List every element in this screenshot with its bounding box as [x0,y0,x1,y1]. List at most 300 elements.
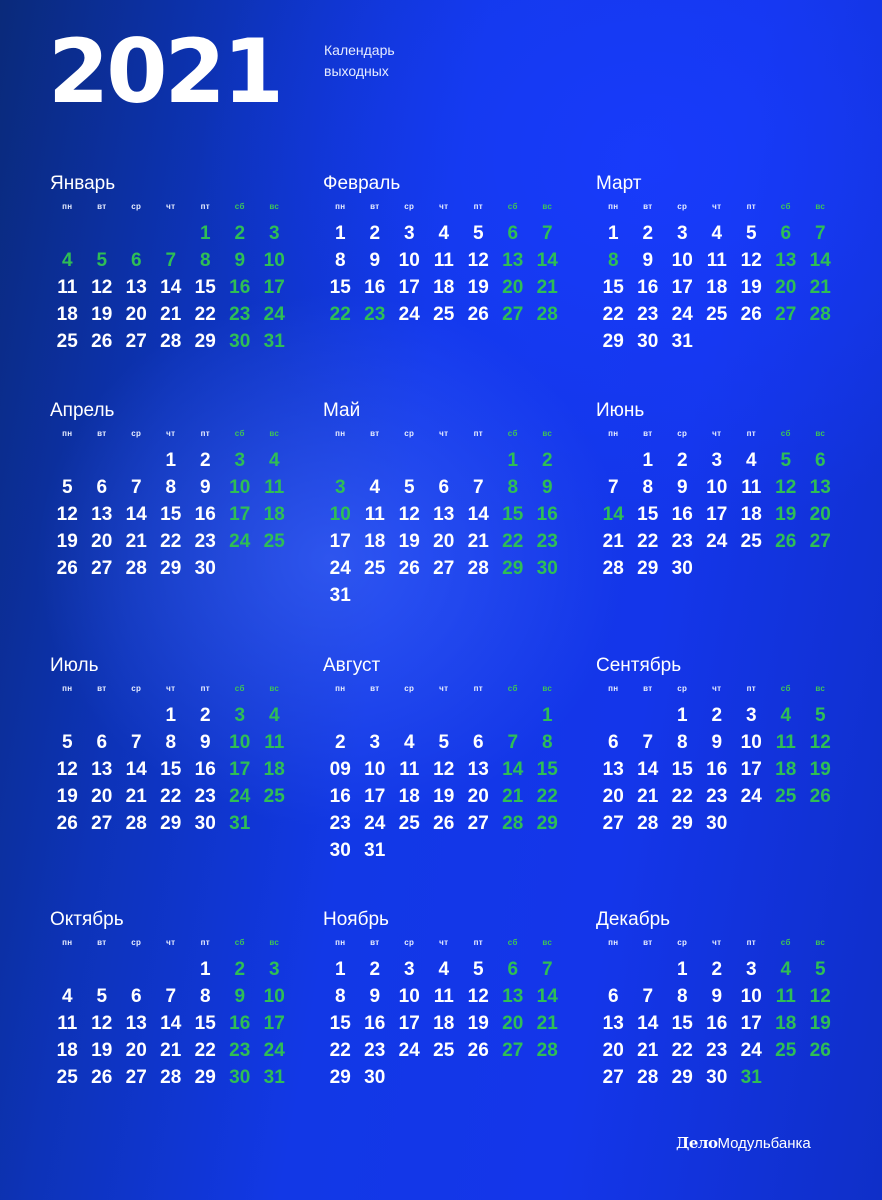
day-cell: 11 [399,759,420,780]
day-cell: 2 [642,223,654,244]
day-cell: 29 [194,1067,216,1088]
week-row [596,447,846,474]
day-cell: 25 [706,304,728,325]
weekday-label: сб [780,938,791,947]
day-cell-weekend: 13 [502,250,524,271]
day-cell-weekend: 17 [229,504,251,525]
day-cell: 30 [194,558,216,579]
day-cell-weekend: 9 [541,477,553,498]
day-cell: 20 [602,1040,624,1061]
weekday-label: ср [404,684,415,693]
day-cell: 10 [398,250,420,271]
day-cell-weekend: 4 [268,450,280,471]
weekday-label: пн [335,684,346,693]
day-cell: 8 [165,732,177,753]
weekday-label: пн [335,429,346,438]
day-cell: 8 [676,732,688,753]
day-cell: 30 [671,558,693,579]
weekday-label: вт [370,202,380,211]
weekday-label: вс [815,202,826,211]
day-cell: 22 [671,1040,693,1061]
day-cell: 9 [676,477,688,498]
subtitle [324,40,395,82]
day-cell: 8 [334,986,346,1007]
day-cell: 19 [91,304,113,325]
day-cell: 22 [194,1040,216,1061]
day-cell-weekend: 28 [536,304,558,325]
day-cell: 1 [165,450,177,471]
day-cell-weekend: 25 [775,1040,797,1061]
brand-footer [676,1134,811,1152]
week-row [596,1037,846,1064]
day-cell [427,702,462,729]
day-cell: 15 [194,1013,216,1034]
day-cell: 17 [398,277,420,298]
day-cell-weekend: 28 [536,1040,558,1061]
weekday-label: пт [200,429,210,438]
day-cell [85,702,120,729]
week-row [596,1064,846,1091]
weekday-label: сб [507,202,518,211]
day-cell: 28 [160,1067,182,1088]
day-cell: 9 [369,986,381,1007]
day-cell-weekend: 20 [809,504,831,525]
weekday-label: пт [473,202,483,211]
day-cell: 7 [472,477,484,498]
day-cell: 4 [438,959,450,980]
month-block [50,172,300,355]
day-cell [769,1064,804,1091]
day-cell-weekend: 14 [809,250,831,271]
weekday-label: вс [269,202,280,211]
month-name: Сентябрь [596,655,682,676]
weekday-label: сб [780,684,791,693]
day-cell [85,956,120,983]
weekday-label: ср [131,938,142,947]
day-cell: 13 [602,759,624,780]
day-cell: 09 [329,759,351,780]
day-cell: 26 [740,304,762,325]
day-cell [596,702,631,729]
weekday-label: вс [815,684,826,693]
day-cell: 25 [56,331,78,352]
day-cell-weekend: 13 [775,250,797,271]
day-cell [596,956,631,983]
weekday-label: ср [404,202,415,211]
day-cell: 10 [364,759,386,780]
day-cell [496,837,531,864]
week-row [323,555,573,582]
day-cell: 30 [706,813,728,834]
day-cell: 8 [165,477,177,498]
day-cell: 25 [740,531,762,552]
month-block [596,908,846,1091]
day-cell: 3 [745,959,757,980]
day-cell-weekend: 22 [536,786,558,807]
week-row [50,528,300,555]
week-row [50,447,300,474]
day-cell: 7 [130,732,142,753]
day-cell: 16 [364,1013,386,1034]
day-cell: 7 [607,477,619,498]
weekday-label: пн [62,429,73,438]
weekday-label: сб [234,202,245,211]
day-cell-weekend: 7 [165,250,177,271]
day-cell-weekend: 24 [229,531,251,552]
day-cell-weekend: 11 [264,732,285,753]
day-cell: 18 [706,277,728,298]
day-cell: 3 [676,223,688,244]
week-row [323,274,573,301]
day-cell: 12 [433,759,455,780]
day-cell: 19 [56,531,78,552]
day-cell [461,447,496,474]
week-row [596,555,846,582]
day-cell [496,1064,531,1091]
day-cell-weekend: 17 [263,1013,285,1034]
day-cell [119,447,154,474]
day-cell-weekend: 12 [809,732,831,753]
week-row [50,474,300,501]
day-cell [803,1064,838,1091]
day-cell: 20 [125,1040,147,1061]
day-cell: 18 [56,1040,78,1061]
day-cell: 12 [398,504,420,525]
day-cell [803,810,838,837]
day-cell-weekend: 24 [263,1040,285,1061]
weekday-header [323,682,573,696]
week-row [323,837,573,864]
week-row [50,702,300,729]
day-cell: 13 [91,504,113,525]
day-cell: 16 [637,277,659,298]
day-cell: 28 [125,813,147,834]
week-row [323,447,573,474]
day-cell: 29 [637,558,659,579]
week-row [323,729,573,756]
weekday-label: чт [712,684,722,693]
day-cell-weekend: 20 [502,1013,524,1034]
day-cell: 23 [637,304,659,325]
day-cell: 1 [165,705,177,726]
day-cell: 26 [91,1067,113,1088]
day-cell [596,447,631,474]
day-cell: 6 [607,732,619,753]
week-row [50,810,300,837]
day-cell: 20 [125,304,147,325]
day-cell: 15 [160,759,182,780]
day-cell: 15 [329,277,351,298]
day-cell: 11 [57,277,78,298]
day-cell: 3 [711,450,723,471]
day-cell-weekend: 26 [775,531,797,552]
day-cell: 9 [642,250,654,271]
day-cell-weekend: 16 [536,504,558,525]
day-cell: 6 [438,477,450,498]
day-cell: 22 [671,786,693,807]
day-cell: 19 [398,531,420,552]
day-cell-weekend: 22 [502,531,524,552]
day-cell [530,582,565,609]
day-cell-weekend: 18 [775,1013,797,1034]
day-cell [769,555,804,582]
day-cell-weekend: 9 [234,250,246,271]
day-cell [154,956,189,983]
day-cell: 11 [57,1013,78,1034]
day-cell: 5 [61,477,73,498]
day-cell: 24 [398,304,420,325]
day-cell: 27 [433,558,455,579]
day-cell: 3 [403,223,415,244]
day-cell [734,555,769,582]
week-row [323,1037,573,1064]
day-cell [461,702,496,729]
day-cell-weekend: 7 [541,223,553,244]
week-row [596,474,846,501]
weekday-header [596,200,846,214]
day-cell: 27 [602,813,624,834]
month-name: Февраль [323,173,401,194]
day-cell: 4 [711,223,723,244]
day-cell [803,328,838,355]
weekday-label: пт [746,938,756,947]
day-cell [496,582,531,609]
day-cell: 20 [91,531,113,552]
week-row [323,983,573,1010]
day-cell: 21 [637,1040,659,1061]
day-cell-weekend: 4 [780,959,792,980]
day-cell: 22 [160,531,182,552]
week-row [596,783,846,810]
month-block [50,654,300,837]
month-name: Октябрь [50,909,124,930]
weekday-label: сб [507,938,518,947]
day-cell: 1 [334,959,346,980]
day-cell: 21 [125,786,147,807]
weekday-label: ср [677,202,688,211]
week-row [323,247,573,274]
day-cell-weekend: 27 [502,304,524,325]
day-cell: 15 [329,1013,351,1034]
day-cell: 21 [467,531,489,552]
day-cell [392,702,427,729]
day-cell: 12 [467,250,489,271]
week-row [50,1010,300,1037]
day-cell [85,220,120,247]
weekday-label: ср [404,429,415,438]
day-cell-weekend: 19 [809,1013,831,1034]
day-cell-weekend: 6 [814,450,826,471]
week-row [50,247,300,274]
day-cell: 6 [96,732,108,753]
weekday-label: вт [370,684,380,693]
day-cell: 15 [671,1013,693,1034]
day-cell [496,702,531,729]
day-cell: 30 [364,1067,386,1088]
day-cell: 5 [403,477,415,498]
day-cell: 23 [364,1040,386,1061]
day-cell: 13 [467,759,489,780]
day-cell: 13 [125,277,147,298]
day-cell: 25 [364,558,386,579]
day-cell-weekend: 5 [96,250,108,271]
day-cell: 22 [637,531,659,552]
week-row [50,220,300,247]
day-cell: 8 [642,477,654,498]
day-cell [85,447,120,474]
day-cell-weekend: 31 [263,331,285,352]
day-cell [530,1064,565,1091]
day-cell: 29 [602,331,624,352]
week-row [50,1037,300,1064]
weekday-label: вт [643,684,653,693]
weekday-header [596,936,846,950]
day-cell-weekend: 27 [502,1040,524,1061]
month-name: Июнь [596,400,645,421]
week-row [50,274,300,301]
day-cell: 5 [96,986,108,1007]
day-cell [50,702,85,729]
day-cell: 22 [194,304,216,325]
day-cell: 29 [194,331,216,352]
day-cell-weekend: 5 [780,450,792,471]
day-cell [631,702,666,729]
day-cell: 17 [329,531,351,552]
day-cell-weekend: 3 [334,477,346,498]
day-cell-weekend: 10 [229,477,251,498]
weekday-label: чт [439,202,449,211]
day-cell-weekend: 4 [268,705,280,726]
day-cell: 1 [199,959,211,980]
day-cell: 5 [472,223,484,244]
day-cell: 11 [433,986,454,1007]
weekday-label: пт [746,429,756,438]
day-cell [358,582,393,609]
day-cell: 2 [369,223,381,244]
weekday-label: вс [542,429,553,438]
day-cell: 14 [467,504,489,525]
weekday-label: ср [404,938,415,947]
day-cell-weekend: 1 [199,223,211,244]
day-cell-weekend: 5 [814,959,826,980]
week-row [50,729,300,756]
day-cell [392,582,427,609]
day-cell-weekend: 8 [507,477,519,498]
weekday-label: пн [608,684,619,693]
day-cell-weekend: 14 [602,504,624,525]
day-cell-weekend: 27 [775,304,797,325]
day-cell: 16 [671,504,693,525]
day-cell-weekend: 13 [809,477,831,498]
day-cell-weekend: 7 [814,223,826,244]
day-cell: 28 [467,558,489,579]
day-cell: 31 [329,585,351,606]
day-cell-weekend: 4 [780,705,792,726]
day-cell: 31 [671,331,693,352]
week-row [596,220,846,247]
weekday-header [50,200,300,214]
day-cell [392,447,427,474]
day-cell: 1 [334,223,346,244]
day-cell: 3 [745,705,757,726]
day-cell-weekend: 19 [775,504,797,525]
day-cell: 22 [602,304,624,325]
weekday-label: чт [712,429,722,438]
day-cell: 28 [160,331,182,352]
weekday-header [50,936,300,950]
day-cell-weekend: 30 [229,1067,251,1088]
day-cell: 19 [91,1040,113,1061]
weekday-label: вт [370,938,380,947]
week-row [50,956,300,983]
week-row [323,810,573,837]
day-cell: 26 [56,558,78,579]
day-cell: 2 [334,732,346,753]
day-cell: 2 [369,959,381,980]
day-cell [427,1064,462,1091]
week-row [50,328,300,355]
weekday-label: чт [712,202,722,211]
day-cell-weekend: 8 [541,732,553,753]
day-cell: 29 [671,1067,693,1088]
weekday-label: вт [643,938,653,947]
weekday-label: ср [677,684,688,693]
day-cell-weekend: 6 [780,223,792,244]
day-cell: 9 [199,732,211,753]
day-cell: 23 [194,531,216,552]
day-cell: 7 [165,986,177,1007]
day-cell: 25 [433,1040,455,1061]
day-cell: 5 [745,223,757,244]
month-block [596,172,846,355]
day-cell: 30 [329,840,351,861]
day-cell: 10 [706,477,728,498]
day-cell-weekend: 25 [263,531,285,552]
day-cell: 18 [56,304,78,325]
weekday-label: пт [746,202,756,211]
day-cell-weekend: 10 [263,250,285,271]
day-cell-weekend: 2 [234,223,246,244]
week-row [50,555,300,582]
week-row [596,501,846,528]
day-cell-weekend: 28 [809,304,831,325]
day-cell-weekend: 1 [541,705,553,726]
week-row [323,582,573,609]
day-cell: 24 [706,531,728,552]
day-cell: 14 [125,504,147,525]
day-cell: 17 [740,759,762,780]
day-cell: 27 [125,331,147,352]
day-cell-weekend: 2 [234,959,246,980]
day-cell: 15 [160,504,182,525]
day-cell-weekend: 22 [329,304,351,325]
day-cell: 4 [745,450,757,471]
day-cell: 4 [61,986,73,1007]
day-cell: 1 [642,450,654,471]
day-cell: 8 [199,986,211,1007]
day-cell [734,328,769,355]
day-cell-weekend: 14 [536,986,558,1007]
day-cell-weekend: 30 [229,331,251,352]
day-cell: 19 [467,277,489,298]
weekday-header [323,200,573,214]
day-cell: 13 [433,504,455,525]
day-cell-weekend: 31 [263,1067,285,1088]
day-cell-weekend: 10 [229,732,251,753]
weekday-label: чт [439,684,449,693]
weekday-label: вт [643,202,653,211]
day-cell: 9 [369,250,381,271]
